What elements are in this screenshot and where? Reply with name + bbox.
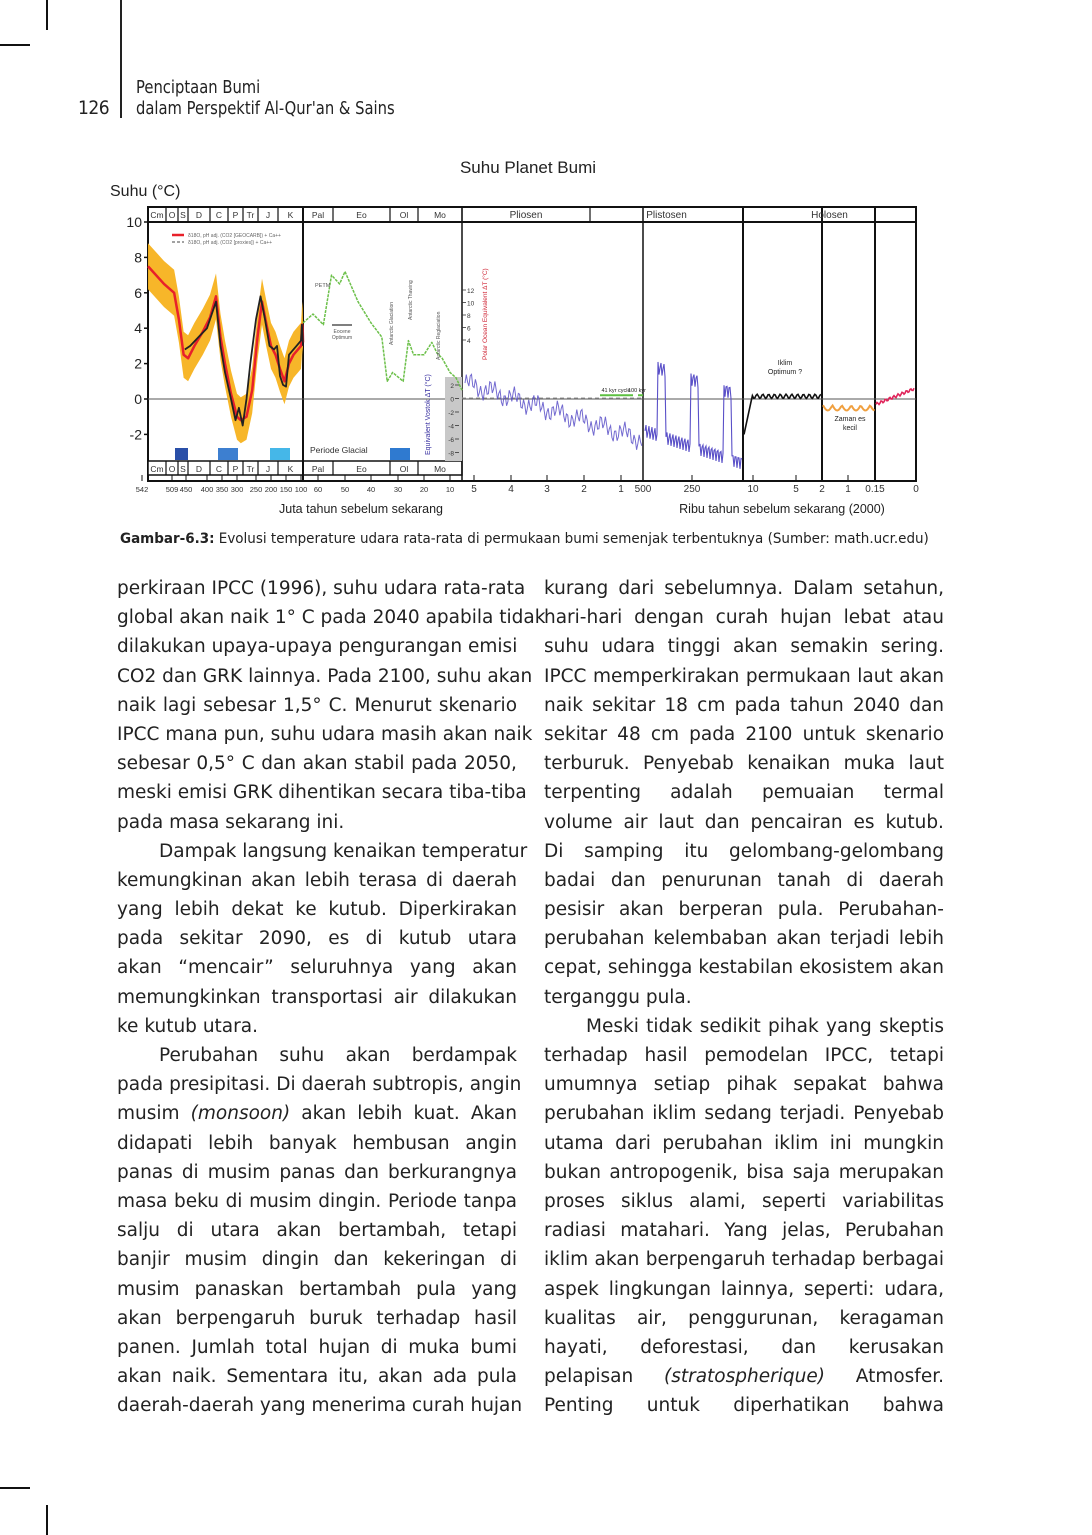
period-label-bottom: K xyxy=(287,464,294,474)
y-tick-label: 0 xyxy=(134,391,142,407)
text-line: dilakukan upaya-upaya pengurangan emisi xyxy=(117,636,518,658)
x-tick-label: 542 xyxy=(135,485,149,494)
text-line: memungkinkan transportasi air dilakukan xyxy=(117,986,518,1008)
annotation-eocene-optimum: Eocene xyxy=(333,329,351,335)
annotation-41kyr: 41 kyr cycle xyxy=(601,388,631,395)
x-tick-label: 500 xyxy=(634,484,652,495)
annotation-eocene-optimum: Optimum xyxy=(331,335,353,341)
x-tick-label: 450 xyxy=(179,485,193,494)
period-label-bottom: Ol xyxy=(399,464,409,474)
x-tick-label: 1 xyxy=(845,484,851,495)
x-axis-label-left: Juta tahun sebelum sekarang xyxy=(279,502,443,516)
plot-frame xyxy=(148,207,916,481)
glacial-period-bar xyxy=(270,448,290,460)
period-label-bottom: D xyxy=(195,464,203,474)
text-line: cepat, sehingga kestabilan ekosistem akan xyxy=(544,957,944,979)
x-tick-label: 2 xyxy=(581,484,587,495)
text-line: Perubahan suhu akan berdampak xyxy=(159,1045,517,1066)
x-tick-label: 20 xyxy=(419,485,429,494)
x-axis-label-right: Ribu tahun sebelum sekarang (2000) xyxy=(679,502,885,516)
x-tick-label: 400 xyxy=(200,485,214,494)
text-line: naik sekitar 18 cm pada tahun 2040 dan xyxy=(544,694,945,716)
text-line: Di samping itu gelombang-gelombang xyxy=(544,840,945,862)
text-line: kurang dari sebelumnya. Dalam setahun, xyxy=(544,578,944,599)
series-pleistocene-line xyxy=(645,362,742,469)
period-label-top: Mo xyxy=(434,210,446,220)
series-little-ice-age-line xyxy=(823,405,875,410)
text-line: terpenting adalah pemuaian termal xyxy=(544,782,944,804)
text-line: hari-hari dengan curah hujan lebat atau xyxy=(544,607,944,629)
crop-mark xyxy=(0,44,30,46)
period-label-bottom: O xyxy=(168,464,176,474)
secondary-tick-label: 12 xyxy=(467,288,475,295)
x-tick-label: 3 xyxy=(544,484,550,495)
x-tick-label: 509 xyxy=(165,485,179,494)
uncertainty-envelope xyxy=(148,243,303,443)
text-line: Meski tidak sedikit pihak yang skeptis xyxy=(586,1015,944,1037)
text-line: iklim akan berpengaruh terhadap berbagai xyxy=(544,1249,945,1271)
x-tick-label: 2 xyxy=(819,484,825,495)
period-label-bottom: Pal xyxy=(311,464,325,474)
x-tick-label: 0.15 xyxy=(865,484,885,495)
text-line: pelapisan (stratospherique) Atmosfer. xyxy=(544,1366,944,1388)
annotation-100kyr: 100 kyr xyxy=(627,388,647,395)
period-label-top: Pal xyxy=(311,210,325,220)
period-label-top: D xyxy=(195,210,203,220)
text-line: meski emisi GRK dihentikan secara tiba-tiba xyxy=(117,782,527,804)
text-line: perkiraan IPCC (1996), suhu udara rata-rata xyxy=(117,578,526,599)
x-tick-label: 5 xyxy=(793,484,799,495)
y-tick-label: 6 xyxy=(134,284,142,301)
x-tick-label: 150 xyxy=(279,485,293,494)
secondary-tick-label: 4 xyxy=(467,338,471,345)
period-label-top: Ol xyxy=(399,210,409,220)
period-label-top: Cm xyxy=(150,210,164,220)
figure-caption xyxy=(120,531,929,547)
period-label-top: Tr xyxy=(246,210,255,220)
x-tick-label: 0 xyxy=(913,484,919,495)
text-line: global akan naik 1° C pada 2040 apabila tidak xyxy=(117,607,546,629)
secondary-tick-label: 2 xyxy=(450,383,454,390)
annotation-antarctic: Antarctic Reglaciation xyxy=(436,311,442,360)
y-tick-label: 8 xyxy=(134,249,142,266)
text-line: pesisir akan berperan pula. Perubahan- xyxy=(544,899,944,921)
text-line: Dampak langsung kenaikan temperatur xyxy=(159,840,528,862)
period-label-bottom: J xyxy=(265,464,271,474)
annotation-zaman-es-kecil: Zaman es xyxy=(834,416,866,423)
text-line: pada masa sekarang ini. xyxy=(117,811,345,833)
text-line: ke kutub utara. xyxy=(117,1015,258,1037)
x-tick-label: 200 xyxy=(264,485,278,494)
text-line: kemungkinan akan lebih terasa di daerah xyxy=(117,869,517,891)
header-divider xyxy=(120,0,122,118)
secondary-tick-label: 0 xyxy=(450,396,454,404)
temperature-chart xyxy=(100,145,930,525)
text-line: volume air laut dan pencairan es kutub. xyxy=(544,811,944,833)
x-tick-label: 30 xyxy=(393,485,403,494)
x-tick-label: 250 xyxy=(683,484,701,495)
glacial-period-bar xyxy=(175,448,188,460)
text-line: bukan antropogenik, bisa saja merupakan xyxy=(544,1161,944,1183)
text-line: banjir musim dingin dan kekeringan di xyxy=(117,1249,517,1271)
text-line: aspek lingkungan lainnya, seperti: udara, xyxy=(544,1278,944,1300)
x-tick-label: 1 xyxy=(618,484,624,495)
polar-ocean-axis-label: Polar Ocean Equivalent ΔT (°C) xyxy=(482,268,489,360)
x-tick-label: 4 xyxy=(508,484,514,495)
text-line: hayati, deforestasi, dan kerusakan xyxy=(544,1336,944,1358)
period-label-bottom: C xyxy=(215,464,223,474)
secondary-tick-label: -4 xyxy=(448,423,454,431)
annotation-zaman-es-kecil: kecil xyxy=(842,425,858,432)
secondary-tick-label: -2 xyxy=(448,410,454,417)
y-tick-label: -2 xyxy=(129,426,142,443)
y-axis-label: Suhu (°C) xyxy=(110,183,181,200)
text-line: proses siklus alami, seperti variabilitas xyxy=(544,1190,945,1212)
period-label-bottom: P xyxy=(232,464,239,474)
period-label-top: Holosen xyxy=(811,210,848,221)
annotation-antarctic: Antarctic Thawing xyxy=(408,280,414,320)
text-line: terganggu pula. xyxy=(544,986,692,1008)
text-line: panen. Jumlah total hujan di muka bumi xyxy=(117,1336,518,1358)
x-tick-label: 60 xyxy=(313,485,323,494)
period-label-bottom: S xyxy=(180,464,186,474)
x-tick-label: 300 xyxy=(230,485,244,494)
crop-mark xyxy=(0,1487,30,1489)
x-tick-label: 40 xyxy=(366,485,376,494)
text-line: badai dan penurunan tanah di daerah xyxy=(544,869,944,891)
secondary-tick-label: 6 xyxy=(467,325,471,333)
x-tick-label: 100 xyxy=(294,485,308,494)
period-label-bottom: Mo xyxy=(434,464,446,474)
annotation-iklim-optimum: Optimum ? xyxy=(767,369,803,376)
text-line: pada sekitar 2090, es di kutub utara xyxy=(117,928,517,950)
vostok-axis-label: Equivalent Vostok ΔT (°C) xyxy=(425,374,432,455)
period-label-bottom: Cm xyxy=(150,464,164,474)
period-label-top: S xyxy=(180,210,186,220)
text-line: akan naik. Sementara itu, akan ada pula xyxy=(117,1366,517,1388)
crop-mark xyxy=(46,1505,48,1535)
text-line: musim (monsoon) akan lebih kuat. Akan xyxy=(117,1103,517,1125)
y-tick-label: 10 xyxy=(126,214,142,230)
period-label-top: K xyxy=(287,210,294,220)
text-line: didapati lebih banyak hembusan angin xyxy=(117,1132,517,1154)
text-line: umumnya setiap pihak sepakat bahwa xyxy=(544,1074,944,1096)
series-holocene-line xyxy=(744,394,821,434)
text-line: Penting untuk diperhatikan bahwa xyxy=(544,1395,944,1417)
text-line: radiasi matahari. Yang jelas, Perubahan xyxy=(544,1220,945,1242)
series-instrumental-line xyxy=(876,388,914,404)
text-line: CO2 dan GRK lainnya. Pada 2100, suhu akan xyxy=(117,665,533,687)
x-tick-label: 10 xyxy=(747,484,759,495)
x-tick-label: 5 xyxy=(471,484,477,495)
period-label-bottom: Eo xyxy=(356,464,367,474)
caption-label: Gambar-6.3: xyxy=(120,531,215,547)
y-tick-label: 4 xyxy=(134,320,142,337)
text-line: naik lagi sebesar 1,5° C. Menurut skenario xyxy=(117,694,518,716)
text-line: perubahan kelembaban akan terjadi lebih xyxy=(544,928,944,950)
text-line: panas di musim panas dan berkurangnya xyxy=(117,1161,517,1183)
crop-mark xyxy=(46,0,48,30)
caption-text: Evolusi temperature udara rata-rata di permukaan bumi semenjak terbentuknya (Sumber: math.ucr.edu) xyxy=(214,531,929,547)
annotation-antarctic: Antarctic Glaciation xyxy=(389,301,395,345)
text-line: musim panaskan bertambah pula yang xyxy=(117,1278,517,1300)
text-line: sebesar 0,5° C dan akan stabil pada 2050, xyxy=(117,753,517,775)
running-head xyxy=(136,77,395,119)
text-line: salju di utara akan bertambah, tetapi xyxy=(117,1220,517,1242)
text-column-left xyxy=(117,574,546,1420)
period-label-top: C xyxy=(215,210,223,220)
temperature-chart-figure xyxy=(100,145,930,525)
text-line: IPCC memperkirakan permukaan laut akan xyxy=(544,665,945,687)
text-line: utama dari perubahan iklim ini mungkin xyxy=(544,1132,944,1154)
legend-entry: δ18O, pH adj. (CO2 [proxies]) + Ca++ xyxy=(188,240,273,246)
x-tick-label: 10 xyxy=(445,485,455,494)
glacial-period-bar xyxy=(390,448,410,460)
text-line: perubahan iklim sedang terjadi. Penyebab xyxy=(544,1103,944,1125)
glacial-period-bar xyxy=(218,448,238,460)
text-line: masa beku di musim dingin. Periode tanpa xyxy=(117,1190,518,1212)
x-tick-label: 350 xyxy=(215,485,229,494)
book-title-line2: dalam Perspektif Al-Qur'an & Sains xyxy=(136,98,395,119)
text-line: IPCC mana pun, suhu udara masih akan naik xyxy=(117,723,533,745)
annotation-petm: PETM xyxy=(315,283,331,289)
period-label-top: P xyxy=(232,210,239,220)
period-label-top: J xyxy=(265,210,271,220)
x-tick-label: 250 xyxy=(249,485,263,494)
series-pliocene-line xyxy=(465,374,642,449)
book-title-line1: Penciptaan Bumi xyxy=(136,77,261,98)
secondary-tick-label: 8 xyxy=(467,313,471,320)
legend-entry: δ18O, pH adj. (CO2 [GEOCARB]) + Ca++ xyxy=(188,233,281,239)
text-line: akan “mencair” seluruhnya yang akan xyxy=(117,957,518,979)
secondary-tick-label: -8 xyxy=(448,450,454,458)
period-label-top: Plistosen xyxy=(646,210,687,221)
secondary-tick-label: 10 xyxy=(467,300,475,308)
text-line: terhadap hasil pemodelan IPCC, tetapi xyxy=(544,1045,944,1066)
text-line: daerah-daerah yang menerima curah hujan xyxy=(117,1395,523,1417)
annotation-iklim-optimum: Iklim xyxy=(777,360,793,367)
period-label-top: Eo xyxy=(356,210,367,220)
text-line: sekitar 48 cm pada 2100 untuk skenario xyxy=(544,723,945,745)
period-label-bottom: Tr xyxy=(246,464,255,474)
text-line: kualitas air, penggurunan, keragaman xyxy=(544,1307,944,1329)
secondary-tick-label: -6 xyxy=(448,437,454,444)
text-line: akan berpengaruh buruk terhadap hasil xyxy=(117,1307,518,1329)
page-number: 126 xyxy=(78,97,110,119)
text-column-right xyxy=(544,574,944,1420)
x-tick-label: 50 xyxy=(340,485,350,494)
annotation-periode-glacial: Periode Glacial xyxy=(310,445,368,455)
period-label-top: O xyxy=(168,210,176,220)
y-tick-label: 2 xyxy=(134,355,142,372)
text-line: pada presipitasi. Di daerah subtropis, angin xyxy=(117,1074,522,1096)
chart-title: Suhu Planet Bumi xyxy=(459,158,597,177)
text-line: terburuk. Penyebab kenaikan muka laut xyxy=(544,753,945,775)
text-line: yang lebih dekat ke kutub. Diperkirakan xyxy=(117,899,517,921)
text-line: suhu udara tinggi akan semakin sering. xyxy=(544,636,944,658)
period-label-top: Pliosen xyxy=(509,210,543,221)
